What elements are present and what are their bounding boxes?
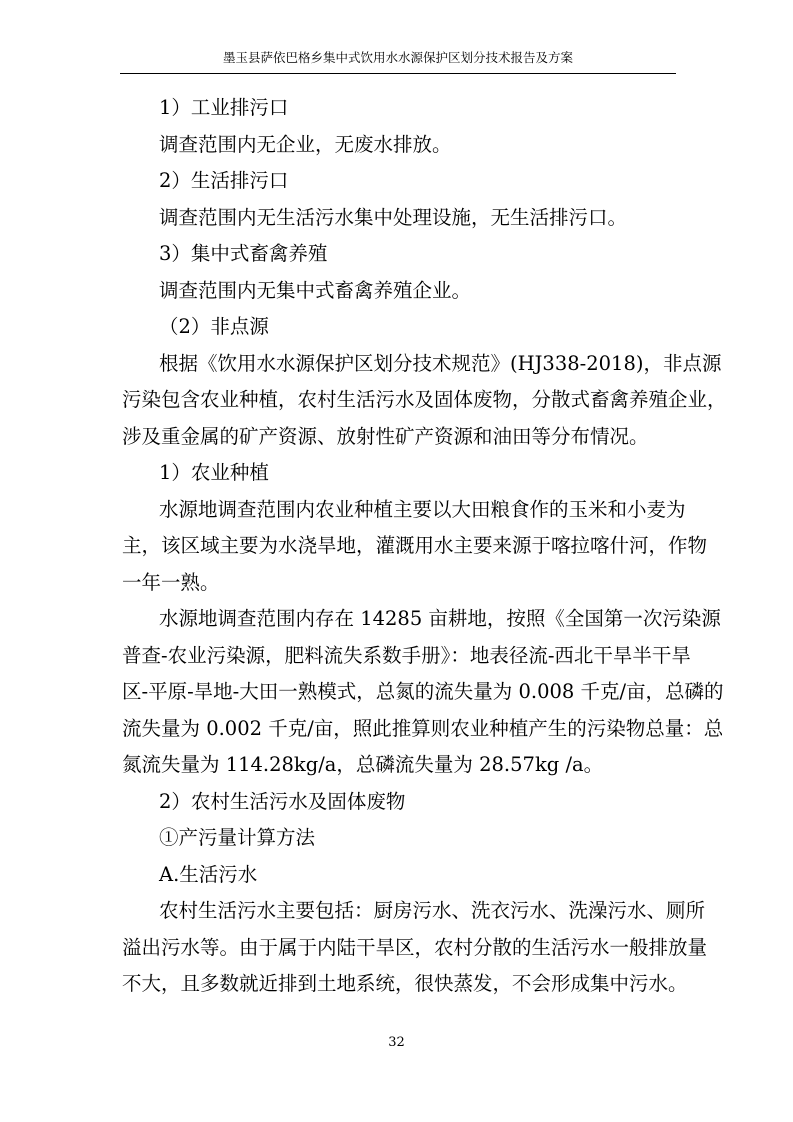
subheading-domestic-sewage: A.生活污水: [159, 862, 258, 886]
paragraph-line: 一年一熟。: [122, 570, 220, 594]
subheading-calculation-method: ①产污量计算方法: [159, 826, 316, 849]
running-header: 墨玉县萨依巴格乡集中式饮用水水源保护区划分技术报告及方案: [222, 50, 573, 65]
paragraph-line: 根据《饮用水水源保护区划分技术规范》(HJ338-2018)，非点源: [159, 351, 722, 375]
paragraph-line: 氮流失量为 114.28kg/a，总磷流失量为 28.57kg /a。: [122, 753, 604, 776]
paragraph-line: 农村生活污水主要包括：厨房污水、洗衣污水、洗澡污水、厕所: [159, 899, 706, 922]
page-number: 32: [388, 1035, 405, 1050]
paragraph-line: 涉及重金属的矿产资源、放射性矿产资源和油田等分布情况。: [122, 424, 649, 448]
document-body: [122, 90, 727, 1003]
paragraph-line: 水源地调查范围内存在 14285 亩耕地，按照《全国第一次污染源: [159, 607, 721, 630]
paragraph-line: 调查范围内无集中式畜禽养殖企业。: [159, 278, 472, 302]
subheading-domestic-outfall: 2）生活排污口: [159, 169, 289, 192]
header-divider: [120, 73, 676, 74]
paragraph-line: 调查范围内无企业，无废水排放。: [159, 132, 452, 156]
paragraph-line: 流失量为 0.002 千克/亩，照此推算则农业种植产生的污染物总量：总: [122, 716, 724, 740]
subheading-non-point-source: （2）非点源: [159, 315, 269, 338]
subheading-industrial-outfall: 1）工业排污口: [159, 96, 289, 119]
subheading-agriculture: 1）农业种植: [159, 461, 269, 484]
paragraph-line: 不大，且多数就近排到土地系统，很快蒸发，不会形成集中污水。: [122, 972, 688, 995]
paragraph-line: 水源地调查范围内农业种植主要以大田粮食作的玉米和小麦为: [159, 497, 686, 521]
paragraph-line: 普查-农业污染源，肥料流失系数手册》：地表径流-西北干旱半干旱: [122, 643, 691, 667]
paragraph-line: 主，该区域主要为水浇旱地，灌溉用水主要来源于喀拉喀什河，作物: [122, 534, 708, 557]
paragraph-line: 溢出污水等。由于属于内陆干旱区，农村分散的生活污水一般排放量: [122, 935, 708, 959]
subheading-livestock: 3）集中式畜禽养殖: [159, 242, 328, 265]
paragraph-line: 区-平原-旱地-大田一熟模式，总氮的流失量为 0.008 千克/亩，总磷的: [122, 680, 724, 703]
paragraph-line: 调查范围内无生活污水集中处理设施，无生活排污口。: [159, 205, 628, 229]
subheading-rural-sewage: 2）农村生活污水及固体废物: [159, 789, 406, 813]
paragraph-line: 污染包含农业种植，农村生活污水及固体废物，分散式畜禽养殖企业，: [122, 388, 727, 411]
